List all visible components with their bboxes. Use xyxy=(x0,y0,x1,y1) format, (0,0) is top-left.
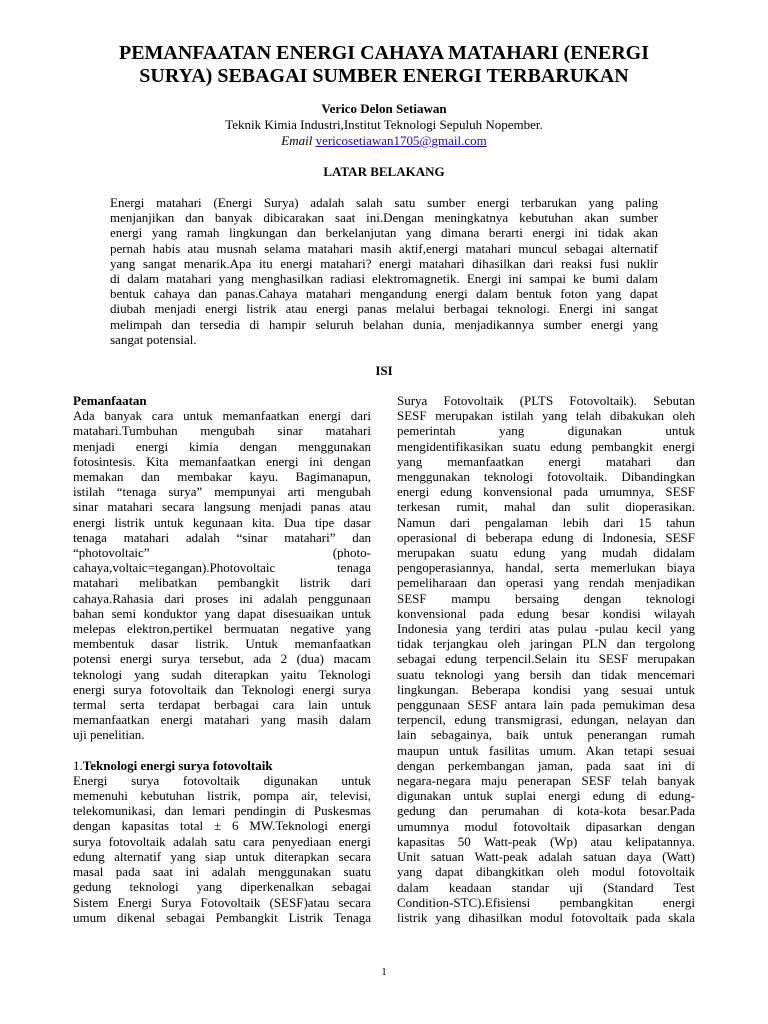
text-line: memenuhi kebutuhan listrik, pompa air, televisi, xyxy=(73,788,371,804)
text-line: Surya Fotovoltaik (PLTS Fotovoltaik). Sebutan xyxy=(397,393,695,408)
text-line: yang memanfaatkan energi matahari dan xyxy=(397,453,695,469)
text-line: lingkungan. Beberapa kondisi yang sesuai untuk xyxy=(397,681,695,697)
text-line: operasional di beberapa edung di Indonesia, SESF xyxy=(397,529,695,545)
text-line: melimpah dan tersedia di hampir seluruh belahan dunia, menjadikannya sumber energi yang xyxy=(110,316,658,332)
text-line: umum dikenal sebagai Pembangkit Listrik Tenaga xyxy=(73,909,371,925)
text-line: merupakan suatu edung yang mudah didalam xyxy=(397,545,695,561)
text-line: energi listrik untuk kegunaan kita. Dua tipe dasar xyxy=(73,514,371,530)
text-line: “photovoltaic” (photo- xyxy=(73,545,371,561)
text-line: melepas elektron,pertikel bermuatan negative yang xyxy=(73,621,371,637)
text-line: sebagai edung terpencil.Selain itu SESF merupakan xyxy=(397,651,695,667)
text-line: cahaya.Rahasia dari proses ini adalah penggunaan xyxy=(73,590,371,606)
text-line: pernah habis atau musnah selama matahari masih aktif,energi matahari muncul sebagai alternatif xyxy=(110,240,658,256)
text-line: Indonesia yang terdiri atas pulau -pulau kecil yang xyxy=(397,621,695,637)
text-line: potensi energi surya tersebut, ada 2 (dua) macam xyxy=(73,651,371,667)
text-line: lain sebagainya, baik untuk penerangan rumah xyxy=(397,727,695,743)
text-line: dengan kapasitas total ± 6 MW.Teknologi energi xyxy=(73,818,371,834)
text-line: membentuk dasar listrik. Untuk memanfaatkan xyxy=(73,636,371,652)
text-line: gedung dan perumahan di kota-kota besar.Pada xyxy=(397,803,695,819)
email-label: Email xyxy=(281,133,313,148)
title-line-1: PEMANFAATAN ENERGI CAHAYA MATAHARI (ENERGI xyxy=(118,42,650,64)
text-line: mengidentifikasikan suatu edung pembangkit energi xyxy=(397,438,695,454)
text-line: sinar matahari secara langsung menjadi panas atau xyxy=(73,499,371,515)
text-line: listrik yang dihasilkan modul fotovoltaik pada skala xyxy=(397,909,695,925)
text-line: maupun untuk fasilitas umum. Akan tetapi sesuai xyxy=(397,742,695,758)
text-line: konvensional pada edung besar kondisi wilayah xyxy=(397,605,695,621)
text-line: umumnya modul fotovoltaik dipasarkan dengan xyxy=(397,818,695,834)
text-line: pemerintah yang digunakan untuk xyxy=(397,423,695,439)
text-line: terpencil, edung transmigrasi, edungan, nelayan dan xyxy=(397,712,695,728)
text-line: dengan perkembangan jaman, pada saat ini di xyxy=(397,757,695,773)
text-line: energi edung konvensional pada umumnya, SESF xyxy=(397,484,695,500)
text-line: Condition-STC).Efisiensi pembangkitan energi xyxy=(397,894,695,910)
text-line: Unit satuan Watt-peak adalah satuan daya (Watt) xyxy=(397,849,695,865)
text-line: surya fotovoltaik adalah satu cara penyediaan energi xyxy=(73,833,371,849)
text-line: suatu teknologi yang bersih dan tidak mencemari xyxy=(397,666,695,682)
text-line: negara-negara maju penerapan SESF telah banyak xyxy=(397,773,695,789)
text-line: yang dapat dibangkitkan oleh modul fotovoltaik xyxy=(397,864,695,880)
email-link[interactable]: vericosetiawan1705@gmail.com xyxy=(315,133,487,148)
page-number: 1 xyxy=(381,966,387,978)
text-line: di dalam matahari yang menghasilkan radiasi elektromagnetik. Energi ini sampai ke bumi dalam xyxy=(110,271,658,287)
author-affiliation: Teknik Kimia Industri,Institut Teknologi Sepuluh Nopember. xyxy=(225,117,543,132)
text-line: tidak terjangkau oleh jaringan PLN dan tergolong xyxy=(397,636,695,652)
author-email-line xyxy=(60,133,708,149)
subheading-fotovoltaik-text: Teknologi energi surya fotovoltaik xyxy=(82,757,273,773)
text-line: Namun dari pengalaman lebih dari 15 tahun xyxy=(397,514,695,530)
text-line: matahari melibatkan pembangkit listrik dari xyxy=(73,575,371,591)
text-line: teknologi yang sudah diterapkan yaitu Teknologi xyxy=(73,666,371,682)
text-line: terkesan rumit, mahal dan sulit dioperasikan. xyxy=(397,499,695,515)
text-line: memakan dan membakar kayu. Bagimanapun, xyxy=(73,469,371,485)
text-line: SESF mampu bersaing dengan teknologi xyxy=(397,590,695,606)
text-line: energi yang ramah lingkungan dan berkelanjutan yang dimana berarti energi ini tidak akan xyxy=(110,225,658,241)
text-line: Energi surya fotovoltaik digunakan untuk xyxy=(73,772,371,788)
text-line: digunakan untuk suplai energi edung di edung- xyxy=(397,788,695,804)
text-line: yang sangat menarik.Apa itu energi matahari? energi matahari dihasilkan dari reaksi fusi nuklir xyxy=(110,255,658,271)
text-line: tenaga matahari adalah “sinar matahari” dan xyxy=(73,529,371,545)
title-line-2: SURYA) SEBAGAI SUMBER ENERGI TERBARUKAN xyxy=(139,65,629,87)
paragraph-pemanfaatan xyxy=(73,408,371,742)
text-line: masal pada saat ini adalah menggunakan suatu xyxy=(73,864,371,880)
subheading-number: 1. xyxy=(73,757,83,773)
text-line: Energi matahari (Energi Surya) adalah salah satu sumber energi terbarukan yang paling xyxy=(110,195,658,210)
paper-title xyxy=(60,42,708,88)
text-line: telekomunikasi, dan lemari pendingin di Puskesmas xyxy=(73,803,371,819)
text-line: bentuk cahaya dan panas.Cahaya matahari mengandung energi dalam bentuk foton yang dapat xyxy=(110,286,658,302)
text-line: memanfaatkan energi matahari yang masih dalam xyxy=(73,712,371,728)
text-line: menggunakan teknologi fotovoltaik. Dibandingkan xyxy=(397,469,695,485)
text-line: menjanjikan dan banyak dibicarakan saat ini.Dengan meningkatnya kebutuhan akan sumber xyxy=(110,210,658,226)
text-line: sangat potensial. xyxy=(110,331,197,347)
text-line: Sistem Energi Surya Fotovoltaik (SESF)atau secara xyxy=(73,894,371,910)
text-line: edung alternatif yang siap untuk diterapkan secara xyxy=(73,848,371,864)
author-block xyxy=(60,101,708,149)
text-line: SESF merupakan istilah yang telah dibakukan oleh xyxy=(397,408,695,424)
text-line: termal serta terdapat berbagai cara lain untuk xyxy=(73,697,371,713)
text-line: diubah menjadi energi listrik atau energi panas melalui berbagai teknologi. Energi ini sangat xyxy=(110,301,658,317)
text-line: cahaya,voltaic=tegangan).Photovoltaic tenaga xyxy=(73,560,371,576)
text-line: pemeliharaan dan operasi yang rendah menjadikan xyxy=(397,575,695,591)
abstract-paragraph xyxy=(110,195,658,347)
text-line: uji penelitian. xyxy=(73,727,145,743)
author-name: Verico Delon Setiawan xyxy=(321,101,447,116)
text-line: gedung teknologi yang diperkenalkan sebagai xyxy=(73,879,371,895)
subheading-fotovoltaik xyxy=(73,758,371,773)
left-column xyxy=(73,393,371,925)
text-line: penggunaan SESF antara lain pada pemukiman desa xyxy=(397,697,695,713)
text-line: pengoperasiannya, handal, serta memerlukan biaya xyxy=(397,560,695,576)
subheading-pemanfaatan: Pemanfaatan xyxy=(73,393,147,408)
right-column xyxy=(397,393,695,925)
text-line: istilah “tenaga surya” mempunyai arti mengubah xyxy=(73,484,371,500)
text-line: dalam keadaan standar uji (Standard Test xyxy=(397,879,695,895)
text-line: matahari.Tumbuhan mengubah sinar matahari xyxy=(73,423,371,439)
paragraph-fotovoltaik xyxy=(73,773,371,925)
paragraph-gap xyxy=(73,743,371,758)
text-line: bahan semi konduktor yang dapat disesuaikan untuk xyxy=(73,605,371,621)
background-heading: LATAR BELAKANG xyxy=(323,164,445,179)
text-line: Ada banyak cara untuk memanfaatkan energi dari xyxy=(73,408,371,424)
paragraph-continued xyxy=(397,393,695,925)
text-line: energi surya fotovoltaik dan Teknologi energi surya xyxy=(73,681,371,697)
text-line: fotosintesis. Kita memanfaatkan energi ini dengan xyxy=(73,453,371,469)
content-heading: ISI xyxy=(375,363,393,378)
text-line: menjadi energi kimia dengan menggunakan xyxy=(73,438,371,454)
text-line: kapasitas 50 Watt-peak (Wp) atau kelipatannya. xyxy=(397,833,695,849)
